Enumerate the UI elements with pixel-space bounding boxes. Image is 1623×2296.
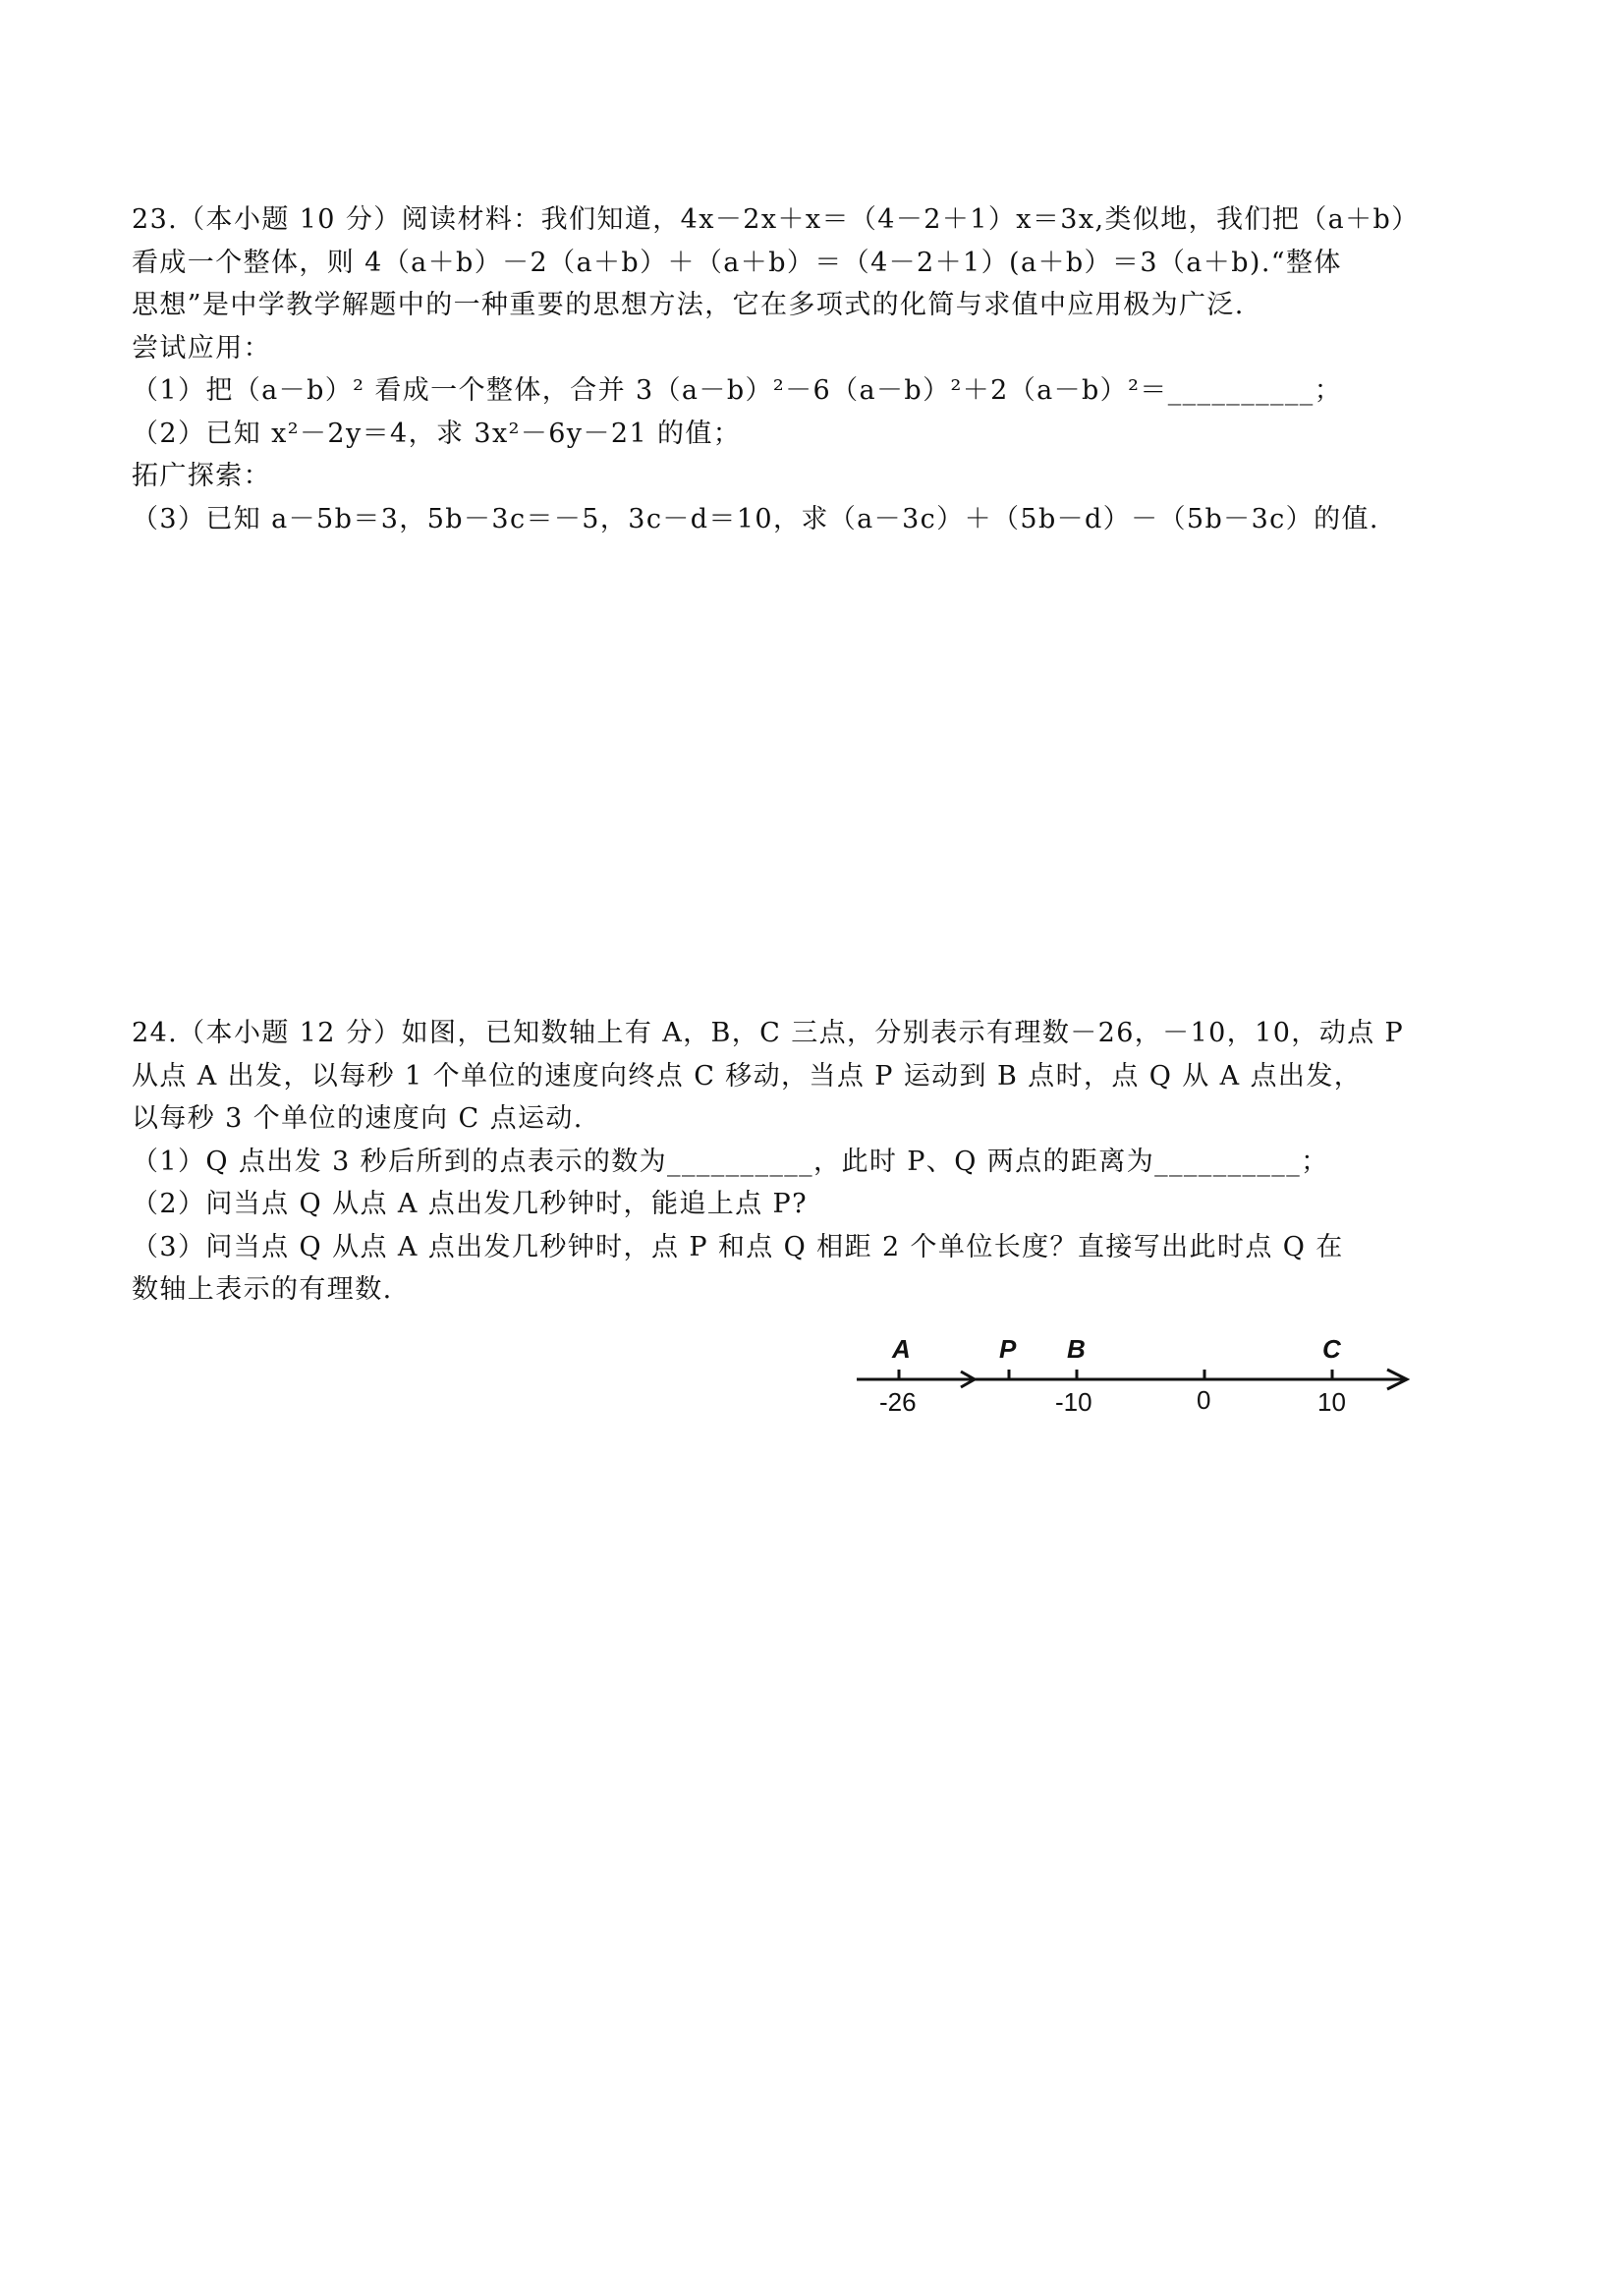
q24-line-6: （3）问当点 Q 从点 A 点出发几秒钟时，点 P 和点 Q 相距 2 个单位长度？直接写出此时点 Q 在 — [132, 1231, 1344, 1262]
q24-line-5: （2）问当点 Q 从点 A 点出发几秒钟时，能追上点 P? — [132, 1189, 808, 1219]
q24-line-2: 从点 A 出发，以每秒 1 个单位的速度向终点 C 移动，当点 P 运动到 B 点时，点 Q 从 A 点出发， — [132, 1060, 1363, 1092]
value-a: -26 — [879, 1387, 917, 1417]
q23-line-4: 尝试应用： — [132, 332, 271, 364]
q23-line-2: 看成一个整体，则 4（a＋b）－2（a＋b）＋（a＋b）＝（4－2＋1）(a＋b）＝3（a＋b).“整体 — [132, 247, 1342, 278]
q23-line-3: 思想”是中学教学解题中的一种重要的思想方法，它在多项式的化简与求值中应用极为广泛. — [132, 290, 1245, 320]
value-c: 10 — [1317, 1387, 1346, 1417]
label-b: B — [1067, 1334, 1086, 1364]
q23-line-5: （1）把（a－b）² 看成一个整体，合并 3（a－b）²－6（a－b）²＋2（a－b）²＝__________； — [132, 375, 1343, 406]
q24-line-7: 数轴上表示的有理数. — [132, 1274, 393, 1305]
number-line-figure — [845, 1328, 1434, 1427]
label-a: A — [892, 1334, 911, 1364]
value-b: -10 — [1055, 1387, 1092, 1417]
q23-line-6: （2）已知 x²－2y＝4，求 3x²－6y－21 的值； — [132, 418, 742, 449]
q24-line-3: 以每秒 3 个单位的速度向 C 点运动. — [132, 1103, 584, 1134]
label-c: C — [1322, 1334, 1341, 1364]
q23-line-7: 拓广探索： — [132, 461, 271, 491]
question-24 — [132, 1012, 1507, 1312]
q23-line-8: （3）已知 a－5b＝3，5b－3c＝－5，3c－d＝10，求（a－3c）＋（5b－d）－（5b－3c）的值. — [132, 503, 1379, 534]
q24-line-4: （1）Q 点出发 3 秒后所到的点表示的数为__________，此时 P、Q 两点的距离为__________； — [132, 1146, 1329, 1177]
q23-line-1: 23.（本小题 10 分）阅读材料：我们知道，4x－2x＋x＝（4－2＋1）x＝3x,类似地，我们把（a＋b） — [132, 204, 1420, 235]
label-p: P — [999, 1334, 1017, 1364]
value-zero: 0 — [1197, 1385, 1211, 1415]
q24-line-1: 24.（本小题 12 分）如图，已知数轴上有 A，B，C 三点，分别表示有理数－26，－10，10，动点 P — [132, 1018, 1405, 1048]
question-23 — [132, 198, 1507, 540]
